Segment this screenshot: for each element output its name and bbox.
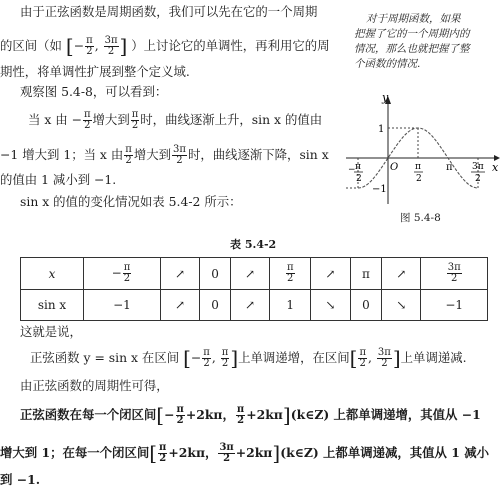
table-cell: − $\frac{\pi}{2}$ xyxy=(84,258,161,290)
frac-3pi-2: $\frac{3\pi}{2}$ xyxy=(104,35,118,57)
side-note-line: 情况，那么也就把握了整 xyxy=(354,43,470,55)
para2-l1-a: 当 x 由 − xyxy=(28,112,82,127)
theorem-line1-a: 正弦函数在每一个闭区间 xyxy=(20,407,157,422)
table-cell: 0 xyxy=(200,258,231,290)
table-cell: π xyxy=(350,258,382,290)
theorem-line1: 正弦函数在每一个闭区间[− $\frac{\pi}{2}$ +2kπ， $\frac{\pi}{2}$ +2kπ](k∈Z) 上都单调递增，其值从 −1 xyxy=(20,403,481,427)
origin-label: O xyxy=(390,162,399,173)
para1-line3: 期性，将单调性扩展到整个定义域. xyxy=(0,64,190,79)
period-line: 由正弦函数的周期性可得， xyxy=(20,378,169,393)
bracket-close: ] xyxy=(119,34,128,58)
svg-text:2: 2 xyxy=(416,174,422,184)
para2-line2 xyxy=(0,145,329,166)
para2-l2-c: 时，曲线逐渐下降，sin x xyxy=(187,147,329,162)
table-intro: sin x 的值的变化情况如表 5.4-2 所示： xyxy=(20,194,242,209)
tick-1: 1 xyxy=(378,124,385,135)
frac-pi-2: $\frac{\pi}{2}$ xyxy=(131,109,139,131)
tick-neg1: −1 xyxy=(372,184,387,195)
para2-l1-c: 时，曲线逐渐上升，sin x 的值由 xyxy=(140,112,323,127)
figure-caption: 图 5.4-8 xyxy=(400,212,441,224)
table-cell: ↘ xyxy=(382,290,421,321)
frac-pi-2: $\frac{\pi}{2}$ xyxy=(83,109,91,131)
table-cell: $\frac{\pi}{2}$ xyxy=(270,258,311,290)
svg-text:π: π xyxy=(355,162,361,172)
table-cell: −1 xyxy=(84,290,161,321)
para1-line1: 由于正弦函数是周期函数，我们可以先在它的一个周期 xyxy=(20,4,318,19)
table-caption: 表 5.4-2 xyxy=(230,238,277,251)
para2-l1-b: 增大到 xyxy=(92,112,130,127)
table-row-x xyxy=(21,258,488,290)
conclusion-line: 正弦函数 y = sin x 在区间 [− $\frac{\pi}{2}$ , $\frac{\pi}{2}$ ]上单调递增，在区间[ $\frac{\pi}{2}$ , $\frac{3\pi}{2}$ ]上单调递减. xyxy=(30,346,467,370)
frac-pi-2: $\frac{\pi}{2}$ xyxy=(125,144,132,166)
conclusion-line-a: 正弦函数 y = sin x 在区间 xyxy=(30,350,180,365)
observe-line: 观察图 5.4-8，可以看到： xyxy=(20,84,168,99)
para1-line2-end: ）上讨论它的单调性，再利用它的周 xyxy=(131,38,330,53)
table-cell: ↗ xyxy=(382,258,421,290)
para2-line3: 的值由 1 减小到 −1. xyxy=(0,172,117,187)
table-cell: 0 xyxy=(350,290,382,321)
tick-neg-pi-2 xyxy=(348,162,363,184)
table-cell: ↗ xyxy=(160,258,199,290)
para1-line2: 的区间（如 [− $\frac{\pi}{2}$ , $\frac{3\pi}{2}$ ] ）上讨论它的单调性，再利用它的周 xyxy=(0,34,330,58)
para2-line1 xyxy=(28,110,322,131)
table-cell: ↗ xyxy=(230,258,269,290)
side-note xyxy=(354,12,470,72)
theorem-line1-b: (k∈Z) 上都单调递增，其值从 −1 xyxy=(290,407,481,422)
bracket-open: [ xyxy=(65,34,74,58)
para2-l2-a: −1 增大到 1；当 x 由 xyxy=(0,147,124,162)
conclusion-line-b: 上单调递增，在区间 xyxy=(238,350,350,365)
svg-text:−: − xyxy=(348,165,356,175)
theorem-line2-a: 增大到 1；在每一个闭区间 xyxy=(0,445,150,460)
tick-3pi-2 xyxy=(471,162,485,184)
x-label: x xyxy=(492,161,499,174)
svg-text:π: π xyxy=(415,162,421,172)
conclusion-line-c: 上单调递减. xyxy=(400,350,467,365)
svg-text:3π: 3π xyxy=(472,162,484,172)
conclusion-intro: 这就是说， xyxy=(20,324,82,339)
para1-line2-start: 的区间（如 xyxy=(0,38,62,53)
svg-text:2: 2 xyxy=(475,174,481,184)
table-cell: x xyxy=(21,258,84,290)
theorem-line2: 增大到 1；在每一个闭区间[ $\frac{\pi}{2}$ +2kπ， $\frac{3\pi}{2}$ +2kπ](k∈Z) 上都单调递减，其值从 1 减小 xyxy=(0,441,489,465)
table-cell: ↗ xyxy=(311,258,350,290)
sin-variation-table xyxy=(20,257,488,321)
svg-text:2: 2 xyxy=(356,174,362,184)
para2-l2-b: 增大到 xyxy=(133,147,171,162)
table-cell: ↗ xyxy=(230,290,269,321)
tick-pi: π xyxy=(446,162,453,173)
side-note-line: 个函数的情况. xyxy=(354,58,421,70)
tick-pi-2 xyxy=(414,162,423,184)
table-row-sin xyxy=(21,290,488,321)
table-cell: sin x xyxy=(21,290,84,321)
frac-pi-2: $\frac{\pi}{2}$ xyxy=(86,35,93,57)
frac-3pi-2: $\frac{3\pi}{2}$ xyxy=(173,144,186,166)
table-cell: −1 xyxy=(421,290,488,321)
side-note-line: 对于周期函数，如果 xyxy=(366,13,461,25)
side-note-line: 把握了它的一个周期内的 xyxy=(354,28,470,40)
y-label: y xyxy=(382,92,389,104)
theorem-line3: 到 −1. xyxy=(0,472,41,487)
sine-graph xyxy=(344,92,500,210)
table-cell: 0 xyxy=(200,290,231,321)
table-cell: 1 xyxy=(270,290,311,321)
table-cell: $\frac{3\pi}{2}$ xyxy=(421,258,488,290)
table-cell: ↘ xyxy=(311,290,350,321)
table-cell: ↗ xyxy=(160,290,199,321)
theorem-line2-b: (k∈Z) 上都单调递减，其值从 1 减小 xyxy=(280,445,489,460)
